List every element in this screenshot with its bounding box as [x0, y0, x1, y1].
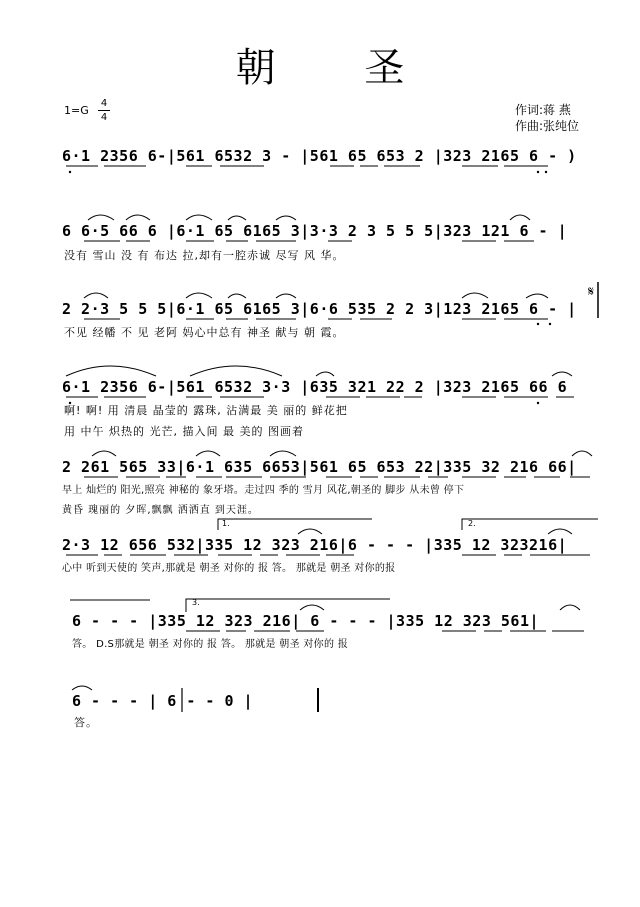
- time-signature-bottom: 4: [100, 112, 108, 123]
- ending-3-label: 3.: [192, 598, 200, 607]
- notation-line-4: 6·1 2356 6-|561 6532 3·3 |635 321 22 2 |323 2165 66 6: [62, 378, 568, 396]
- time-signature-top: 4: [100, 98, 108, 109]
- key-signature: 1=G: [64, 104, 89, 117]
- lyric-line-5b: 黄昏 瑰丽的 夕晖,飘飘 洒洒直 到天涯。: [62, 505, 259, 516]
- lyric-line-8: 答。: [74, 716, 98, 729]
- lyric-line-3: 不见 经幡 不 见 老阿 妈心中总有 神圣 献与 朝 霞。: [64, 326, 345, 339]
- notation-line-3: 2 2·3 5 5 5|6·1 65 6165 3|6·6 535 2 2 3|123 2165 6 - |: [62, 300, 577, 318]
- lyric-line-4b: 用 中午 炽热的 光芒, 描入间 最 美的 图画着: [64, 425, 304, 438]
- song-title: 朝 圣: [235, 45, 443, 91]
- lyric-line-4a: 啊! 啊! 用 清晨 晶莹的 露珠, 沾满最 美 丽的 鲜花把: [64, 404, 348, 417]
- notation-line-8: 6 - - - | 6 - - 0 |: [72, 692, 254, 710]
- lyric-line-5a: 早上 灿烂的 阳光,照亮 神秘的 象牙塔。走过四 季的 雪月 风花,朝圣的 脚步 从未曾 停下: [62, 485, 465, 496]
- segno-mark: 𝄋: [588, 284, 595, 300]
- lyricist-credit: 作词:蒋 燕: [515, 103, 571, 117]
- notation-line-1: 6·1 2356 6-|561 6532 3 - |561 65 653 2 |323 2165 6 - ): [62, 147, 577, 165]
- notation-line-2: 6 6·5 66 6 |6·1 65 6165 3|3·3 2 3 5 5 5|323 121 6 - |: [62, 222, 568, 240]
- composer-credit: 作曲:张纯位: [515, 119, 580, 133]
- lyric-line-6: 心中 听到天使的 笑声,那就是 朝圣 对你的 报 答。 那就是 朝圣 对你的报: [62, 563, 396, 574]
- lyric-line-7: 答。 D.S那就是 朝圣 对你的 报 答。 那就是 朝圣 对你的 报: [72, 639, 349, 650]
- notation-line-7: 6 - - - |335 12 323 216| 6 - - - |335 12 323 561|: [72, 612, 540, 630]
- lyric-line-2: 没有 雪山 没 有 布达 拉,却有一腔赤诚 尽写 风 华。: [64, 249, 345, 262]
- ending-1-label: 1.: [222, 519, 230, 528]
- ending-2-label: 2.: [468, 519, 476, 528]
- notation-line-5: 2 261 565 33|6·1 635 6653|561 65 653 22|335 32 216 66|: [62, 458, 577, 476]
- notation-line-6: 2·3 12 656 532|335 12 323 216|6 - - - |335 12 323216|: [62, 536, 568, 554]
